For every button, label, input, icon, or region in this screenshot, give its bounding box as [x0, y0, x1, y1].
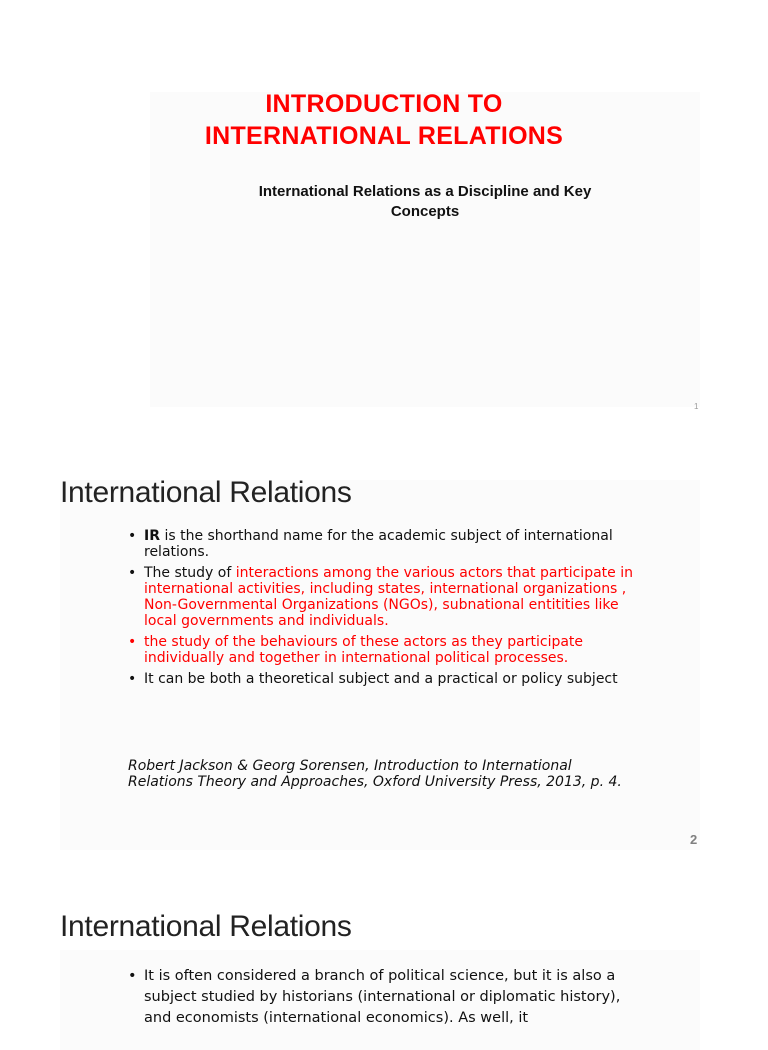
slide-1-subtitle — [150, 182, 700, 222]
bullet-item — [128, 565, 638, 629]
slide-2-bullet-list — [128, 528, 638, 692]
slide-3-heading: International Relations — [60, 910, 352, 943]
bullet-text: It can be both a theoretical subject and a practical or policy subject — [144, 671, 618, 687]
bullet-item — [128, 966, 648, 1029]
citation: Robert Jackson & Georg Sorensen, Introduction to International Relations Theory and Approaches, Oxford University Press, 2013, p. 4. — [128, 758, 622, 790]
bullet-item — [128, 671, 638, 687]
slide-3 — [0, 880, 768, 1024]
title-line-2: INTERNATIONAL RELATIONS — [204, 122, 564, 150]
bullet-text: It is often considered a branch of political science, but it is also a subject studied by historians (international or diplomatic history), and economists (international economics). As well, it — [144, 968, 621, 1026]
slide-1-title — [0, 88, 768, 152]
subtitle-line-2: Concepts — [390, 203, 460, 220]
slide-2-heading: International Relations — [60, 476, 352, 509]
slide-2 — [0, 440, 768, 860]
bullet-highlight-text: interactions among the various actors that participate in international activities, including states, international organizations , Non-Governmental Organizations (NGOs), subnational entitities like local governments and individuals. — [144, 565, 633, 629]
slide-2-page-number: 2 — [690, 832, 698, 847]
title-line-1: INTRODUCTION TO — [265, 90, 503, 118]
slide-1 — [0, 0, 768, 440]
bullet-item — [128, 634, 638, 666]
subtitle-line-1: International Relations as a Discipline and Key — [258, 183, 592, 200]
bullet-bold-term: IR — [144, 528, 160, 544]
slide-1-page-number: 1 — [694, 402, 699, 411]
bullet-item — [128, 528, 638, 560]
bullet-highlight-text: the study of the behaviours of these actors as they participate individually and together in international political processes. — [144, 634, 584, 666]
bullet-text: is the shorthand name for the academic subject of international relations. — [144, 528, 613, 560]
bullet-text: The study of — [144, 565, 236, 581]
